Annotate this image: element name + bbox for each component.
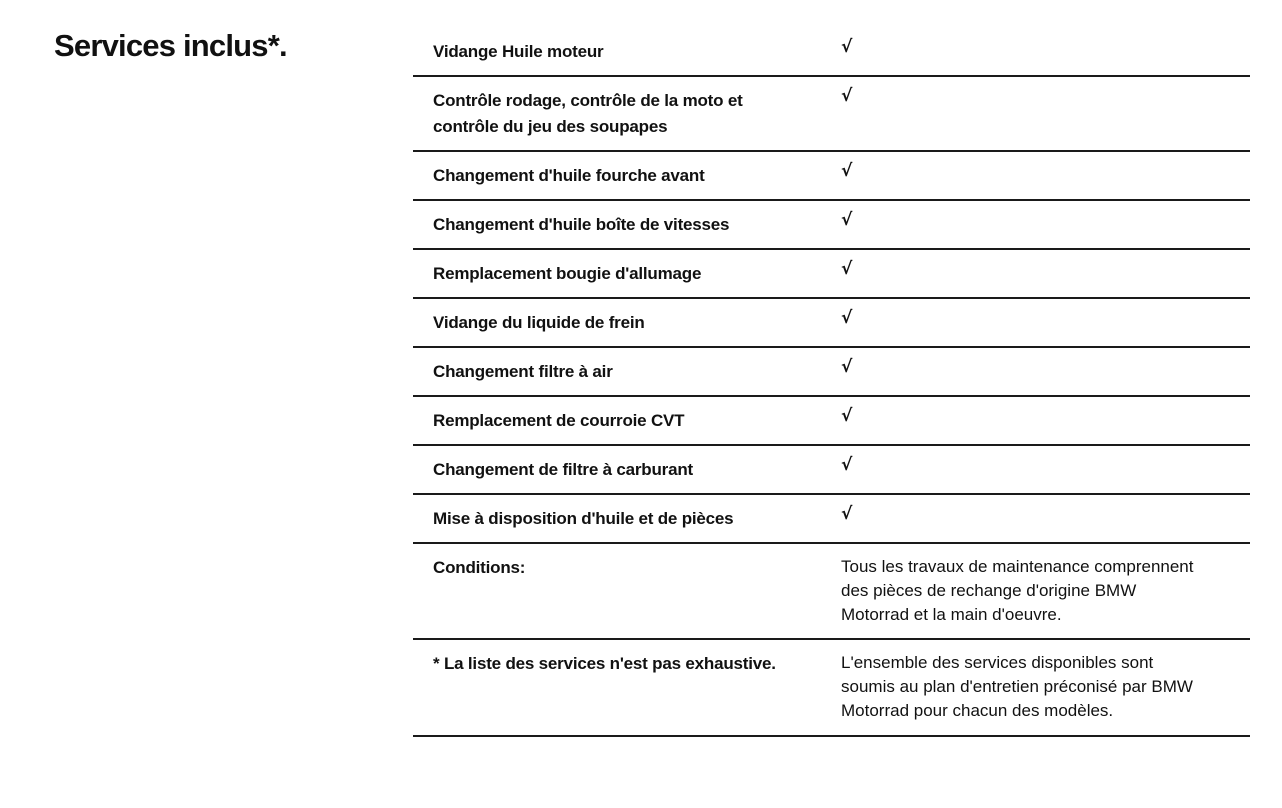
check-icon: √ [841,210,853,230]
note-text: L'ensemble des services disponibles sont soumis au plan d'entretien préconisé par BMW Motorrad pour chacun des modèles. [841,653,1193,720]
table-row [413,28,1250,77]
service-label: Vidange du liquide de frein [433,313,645,332]
check-icon: √ [841,406,853,426]
table-row [413,201,1250,250]
service-label: Vidange Huile moteur [433,42,604,61]
page-title: Services inclus*. [54,28,287,63]
service-label: Changement filtre à air [433,362,613,381]
check-icon: √ [841,357,853,377]
check-icon: √ [841,86,853,106]
service-label: Changement d'huile fourche avant [433,166,705,185]
service-label: Mise à disposition d'huile et de pièces [433,509,734,528]
note-label: * La liste des services n'est pas exhaustive. [433,654,776,673]
check-icon: √ [841,504,853,524]
table-row [413,495,1250,544]
note-row [413,640,1250,737]
table-row [413,446,1250,495]
table-row [413,250,1250,299]
table-row [413,152,1250,201]
check-icon: √ [841,259,853,279]
conditions-row [413,544,1250,640]
table-row [413,397,1250,446]
check-icon: √ [841,37,853,57]
service-label: Changement de filtre à carburant [433,460,693,479]
conditions-label: Conditions: [433,558,526,577]
service-label: Contrôle rodage, contrôle de la moto et contrôle du jeu des soupapes [433,91,743,136]
check-icon: √ [841,161,853,181]
services-table [413,28,1250,737]
service-label: Changement d'huile boîte de vitesses [433,215,730,234]
table-row [413,77,1250,152]
service-label: Remplacement bougie d'allumage [433,264,702,283]
table-row [413,299,1250,348]
service-label: Remplacement de courroie CVT [433,411,685,430]
table-row [413,348,1250,397]
check-icon: √ [841,308,853,328]
conditions-text: Tous les travaux de maintenance comprennent des pièces de rechange d'origine BMW Motorrad et la main d'oeuvre. [841,557,1194,624]
check-icon: √ [841,455,853,475]
